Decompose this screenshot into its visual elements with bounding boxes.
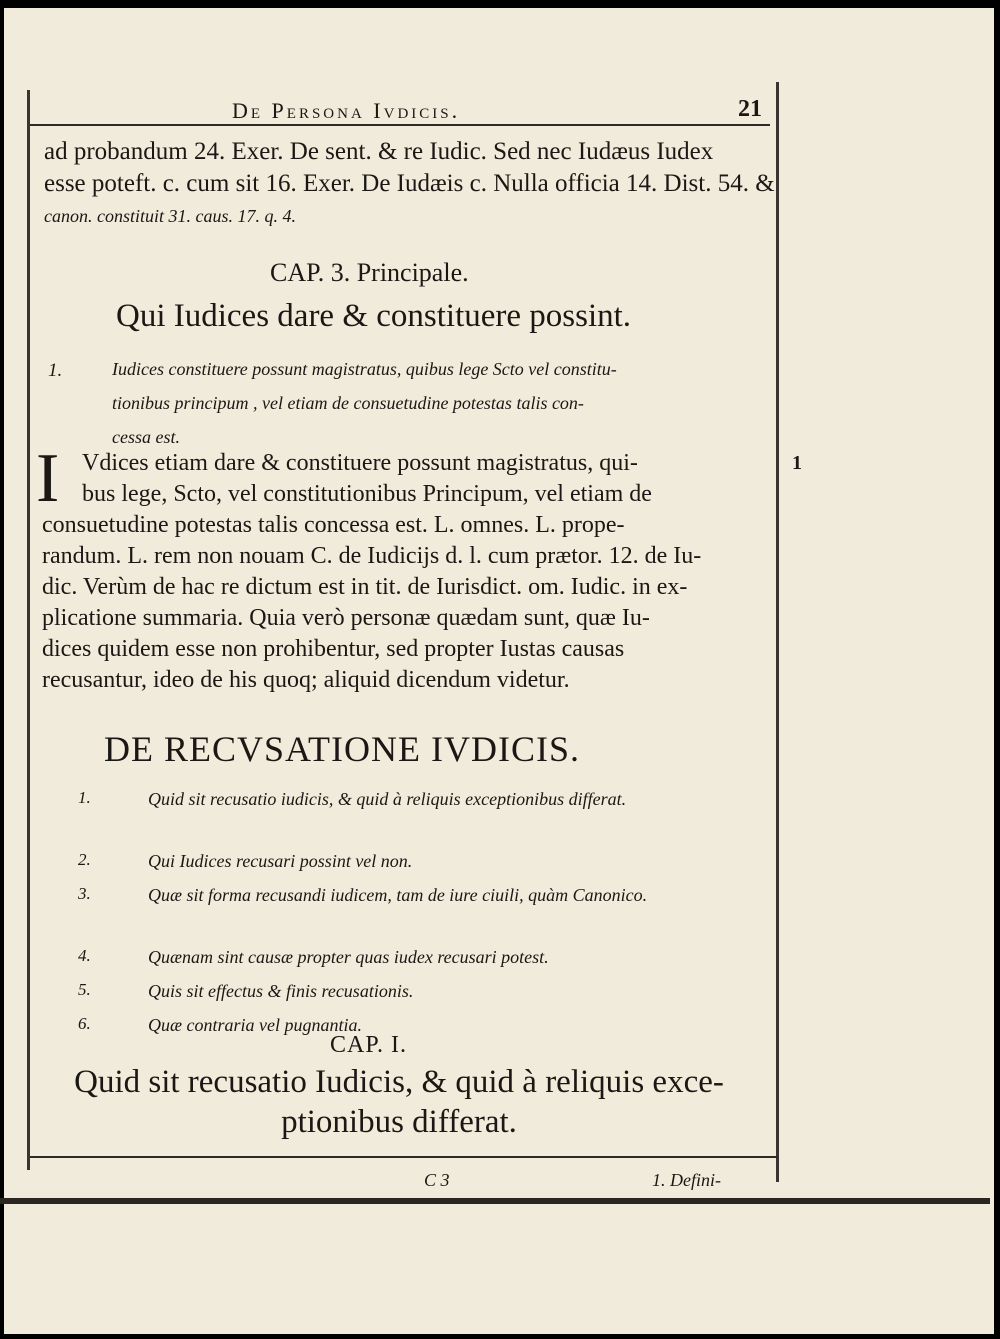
header-rule: [30, 124, 770, 126]
summary-line: cessa est.: [112, 427, 180, 447]
drop-capital: I: [36, 440, 60, 517]
list-item: [78, 846, 778, 880]
list-item-text: Qui Iudices recusari possint vel non.: [148, 851, 413, 871]
list-item: [78, 976, 778, 1010]
list-item-number: 4.: [78, 946, 91, 965]
paragraph-2-line: bus lege, Scto, vel constitutionibus Principum, vel etiam de: [82, 481, 652, 507]
list-item: [78, 880, 778, 942]
catchword: 1. Defini-: [652, 1170, 721, 1190]
list-item-number: 1.: [78, 788, 91, 807]
list-item: [78, 784, 778, 846]
paragraph-2-line: randum. L. rem non nouam C. de Iudicijs d. l. cum prætor. 12. de Iu-: [42, 543, 702, 569]
list-item-number: 6.: [78, 1014, 91, 1033]
summary-line: Iudices constituere possunt magistratus, quibus lege Scto vel constitu-: [112, 359, 617, 379]
list-item: [78, 942, 778, 976]
chapter-3-title: Qui Iudices dare & constituere possint.: [116, 298, 632, 334]
margin-number: 1: [792, 452, 802, 474]
paragraph-1-line: esse poteft. c. cum sit 16. Exer. De Iudæis c. Nulla officia 14. Dist. 54. &: [44, 170, 775, 197]
chapter-1-heading: CAP. I.: [330, 1032, 408, 1058]
list-item-text: Quis sit effectus & finis recusationis.: [148, 981, 414, 1001]
page-frame-left: [27, 90, 30, 1170]
chapter-1-title: Quid sit recusatio Iudicis, & quid à reliquis exce- ptionibus differat.: [74, 1064, 724, 1140]
signature-mark: C 3: [424, 1170, 450, 1190]
list-item-text: Quæ sit forma recusandi iudicem, tam de iure ciuili, quàm Canonico.: [148, 885, 648, 905]
paragraph-2: [42, 448, 772, 696]
page-number: 21: [738, 96, 762, 122]
summary-line: tionibus principum , vel etiam de consuetudine potestas talis con-: [112, 393, 584, 413]
running-head: De Persona Ivdicis.: [232, 98, 461, 123]
list-item-number: 5.: [78, 980, 91, 999]
list-item-number: 2.: [78, 850, 91, 869]
paragraph-2-line: Vdices etiam dare & constituere possunt magistratus, qui-: [82, 450, 638, 476]
paragraph-2-line: dices quidem esse non prohibentur, sed propter Iustas causas: [42, 636, 625, 662]
chapter-3-summary: [112, 352, 772, 454]
paragraph-2-line: recusantur, ideo de his quoq; aliquid dicendum videtur.: [42, 667, 570, 693]
paragraph-1-line: canon. constituit 31. caus. 17. q. 4.: [44, 206, 296, 226]
section-title: DE RECVSATIONE IVDICIS.: [104, 729, 580, 769]
chapter-3-heading: CAP. 3. Principale.: [270, 258, 469, 287]
list-item: [78, 1010, 778, 1044]
list-item-number: 3.: [78, 884, 91, 903]
footer-rule: [30, 1156, 778, 1158]
summary-list: [78, 784, 778, 1044]
paragraph-2-line: consuetudine potestas talis concessa est. L. omnes. L. prope-: [42, 512, 625, 538]
chapter-3-summary-number: 1.: [48, 360, 63, 381]
list-item-text: Quæ contraria vel pugnantia.: [148, 1015, 362, 1035]
paragraph-1: [44, 136, 774, 232]
paragraph-2-line: dic. Verùm de hac re dictum est in tit. de Iurisdict. om. Iudic. in ex-: [42, 574, 688, 600]
page-edge: [0, 1198, 990, 1204]
paragraph-2-line: plicatione summaria. Quia verò personæ quædam sunt, quæ Iu-: [42, 605, 650, 631]
paragraph-1-line: ad probandum 24. Exer. De sent. & re Iudic. Sed nec Iudæus Iudex: [44, 138, 714, 165]
list-item-text: Quænam sint causæ propter quas iudex recusari potest.: [148, 947, 549, 967]
list-item-text: Quid sit recusatio iudicis, & quid à reliquis exceptionibus differat.: [148, 789, 627, 809]
